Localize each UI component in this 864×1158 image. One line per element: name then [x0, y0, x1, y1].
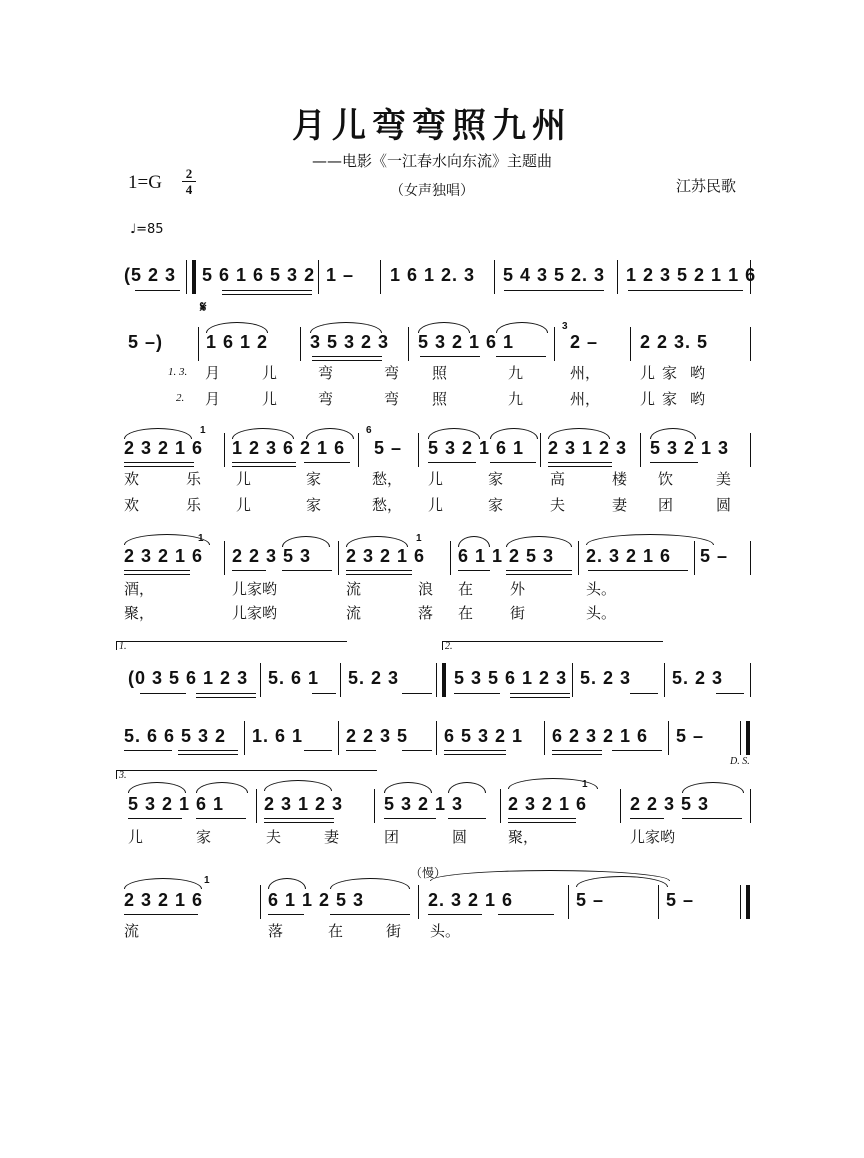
measure: 5 – — [374, 438, 403, 458]
lyric: 弯 — [318, 364, 334, 382]
lyric: 街 — [510, 604, 526, 622]
lyric: 家 — [662, 364, 678, 382]
measure: 5 3 5 6 1 2 3 — [454, 668, 568, 688]
lyric: 照 — [432, 390, 448, 408]
lyric: 家 — [306, 470, 322, 488]
lyric: 聚， — [124, 604, 155, 622]
measure: 1 6 1 2 — [206, 332, 269, 352]
barline — [750, 433, 751, 467]
measure: 3 5 3 2 3 — [310, 332, 390, 352]
measure: 5 6 1 6 5 3 2 — [202, 265, 316, 285]
measure: 2 2 3 5 3 — [630, 794, 710, 814]
lyric: 流 — [346, 604, 362, 622]
barline — [544, 721, 545, 755]
lyric: 美 — [716, 470, 732, 488]
lyric: 照 — [432, 364, 448, 382]
measure: 5. 2 3 — [672, 668, 724, 688]
barline — [318, 260, 319, 294]
barline — [554, 327, 555, 361]
barline — [338, 721, 339, 755]
lyric: 落 — [268, 922, 284, 940]
lyric: 聚， — [508, 828, 539, 846]
tempo-marking: ♩=85 — [130, 222, 164, 237]
barline — [260, 663, 261, 697]
song-title: 月儿弯弯照九州 — [292, 106, 572, 146]
barline — [750, 260, 751, 294]
lyric: 哟 — [690, 364, 706, 382]
barline — [640, 433, 641, 467]
barline — [224, 433, 225, 467]
barline — [418, 433, 419, 467]
song-subtitle: ——电影《一江春水向东流》主题曲 — [311, 152, 552, 170]
measure: 5 3 2 1 6 1 — [128, 794, 225, 814]
barline — [617, 260, 618, 294]
measure: (5 2 3 — [124, 265, 177, 285]
lyric: 流 — [346, 580, 362, 598]
lyric: 儿 — [236, 496, 252, 514]
barline — [340, 663, 341, 697]
lyric: 流 — [124, 922, 140, 940]
time-signature — [182, 167, 196, 196]
measure: 1 2 3 5 2 1 1 6 — [626, 265, 757, 285]
lyric: 街 — [386, 922, 402, 940]
barline — [694, 541, 695, 575]
barline — [436, 721, 437, 755]
measure: 1 2 3 6 2 1 6 — [232, 438, 346, 458]
lyric: 儿 — [262, 364, 278, 382]
lyric: 欢 — [124, 496, 140, 514]
measure: 2 3 1 2 3 — [264, 794, 344, 814]
measure: 2. 3 2 1 6 — [428, 890, 514, 910]
time-top: 2 — [185, 166, 193, 181]
lyric: 浪 — [418, 580, 434, 598]
measure: 1. 6 1 — [252, 726, 304, 746]
lyric: 落 — [418, 604, 434, 622]
verse-number: 1. 3. — [168, 366, 188, 378]
lyric: 儿 — [428, 470, 444, 488]
lyric: 儿家哟 — [232, 604, 278, 622]
barline — [664, 663, 665, 697]
measure: 5. 2 3 — [348, 668, 400, 688]
lyric: 哟 — [690, 390, 706, 408]
barline — [658, 885, 659, 919]
lyric: 儿 — [640, 364, 656, 382]
lyric: 月 — [205, 390, 221, 408]
lyric: 饮 — [658, 470, 674, 488]
lyric: 家 — [196, 828, 212, 846]
lyric: 弯 — [384, 364, 400, 382]
score-row-3 — [0, 424, 864, 544]
lyric: 九 — [508, 390, 524, 408]
barline — [418, 885, 419, 919]
measure: 5. 6 1 — [268, 668, 320, 688]
lyric: 乐 — [186, 470, 202, 488]
measure: 6 2 3 2 1 6 — [552, 726, 649, 746]
lyric: 儿 — [428, 496, 444, 514]
measure: 2. 3 2 1 6 — [586, 546, 672, 566]
lyric: 儿 — [236, 470, 252, 488]
lyric: 妻 — [612, 496, 628, 514]
lyric: 高 — [550, 470, 566, 488]
lyric: 家 — [488, 496, 504, 514]
barline — [750, 541, 751, 575]
lyric: 头。 — [430, 922, 461, 940]
measure: (0 3 5 6 1 2 3 — [128, 668, 249, 688]
lyric: 儿家哟 — [232, 580, 278, 598]
lyric: 家 — [306, 496, 322, 514]
measure: 5 3 2 1 3 — [384, 794, 464, 814]
volta-1: 1. — [116, 641, 347, 650]
measure: 5 –) — [128, 332, 164, 352]
lyric: 在 — [458, 580, 474, 598]
lyric: 夫 — [266, 828, 282, 846]
lyric: 儿 — [262, 390, 278, 408]
measure: 5 – — [700, 546, 729, 566]
lyric: 圆 — [452, 828, 468, 846]
repeat-end-barline — [436, 663, 446, 697]
barline — [620, 789, 621, 823]
lyric: 弯 — [318, 390, 334, 408]
barline — [374, 789, 375, 823]
lyric: 儿家哟 — [630, 828, 676, 846]
lyric: 州， — [570, 364, 601, 382]
measure: 2 2 3 5 3 — [232, 546, 312, 566]
barline — [500, 789, 501, 823]
measure: 5 3 2 1 6 1 — [418, 332, 515, 352]
barline — [408, 327, 409, 361]
lyric: 家 — [488, 470, 504, 488]
measure: 2 3 1 2 3 — [548, 438, 628, 458]
measure: 2 3 2 1 6 — [124, 546, 204, 566]
grace-note: 3 — [562, 321, 568, 332]
barline — [630, 327, 631, 361]
measure: 2 3 2 1 6 — [346, 546, 426, 566]
lyric: 酒， — [124, 580, 155, 598]
lyric: 在 — [458, 604, 474, 622]
score-row-2 — [0, 298, 864, 438]
measure: 5 – — [676, 726, 705, 746]
barline — [300, 327, 301, 361]
measure: 5. 2 3 — [580, 668, 632, 688]
barline — [540, 433, 541, 467]
score-row-8 — [0, 862, 864, 982]
ds-marking: D. S. — [730, 756, 750, 767]
lyric: 月 — [205, 364, 221, 382]
measure: 5 4 3 5 2. 3 — [503, 265, 606, 285]
grace-note: 1 — [416, 533, 422, 544]
tempo-slow: （慢） — [410, 866, 447, 880]
measure: 1 6 1 2. 3 — [390, 265, 476, 285]
performance-note: （女声独唱） — [390, 183, 474, 199]
measure: 5 – — [576, 890, 605, 910]
measure: 6 5 3 2 1 — [444, 726, 524, 746]
barline — [578, 541, 579, 575]
grace-note: 1 — [582, 779, 588, 790]
lyric: 头。 — [586, 604, 617, 622]
lyric: 圆 — [716, 496, 732, 514]
barline — [568, 885, 569, 919]
barline — [380, 260, 381, 294]
barline — [750, 789, 751, 823]
lyric: 家 — [662, 390, 678, 408]
barline — [494, 260, 495, 294]
barline — [338, 541, 339, 575]
lyric: 团 — [658, 496, 674, 514]
grace-note: 1 — [200, 425, 206, 436]
barline — [358, 433, 359, 467]
lyric: 团 — [384, 828, 400, 846]
measure: 2 3 2 1 6 — [508, 794, 588, 814]
repeat-start-barline — [186, 260, 196, 294]
volta-2: 2. — [442, 641, 663, 650]
measure: 5. 6 6 5 3 2 — [124, 726, 227, 746]
measure: 2 3 2 1 6 — [124, 438, 204, 458]
barline — [572, 663, 573, 697]
barline — [750, 327, 751, 361]
measure: 5 3 2 1 6 1 — [428, 438, 525, 458]
volta-3: 3. — [116, 770, 377, 779]
lyric: 愁， — [372, 470, 403, 488]
measure: 2 2 3. 5 — [640, 332, 709, 352]
lyric: 楼 — [612, 470, 628, 488]
measure: 6 1 1 2 5 3 — [268, 890, 365, 910]
measure: 2 2 3 5 — [346, 726, 409, 746]
measure: 6 1 1 2 5 3 — [458, 546, 555, 566]
measure: 2 3 2 1 6 — [124, 890, 204, 910]
final-barline — [740, 885, 750, 919]
barline — [450, 541, 451, 575]
key-signature: 1=G — [128, 172, 162, 193]
lyric: 在 — [328, 922, 344, 940]
lyric: 九 — [508, 364, 524, 382]
lyric: 州， — [570, 390, 601, 408]
grace-note: 1 — [198, 533, 204, 544]
lyric: 欢 — [124, 470, 140, 488]
barline — [260, 885, 261, 919]
measure: 5 3 2 1 3 — [650, 438, 730, 458]
verse-number: 2. — [176, 392, 185, 404]
grace-note: 1 — [204, 875, 210, 886]
time-bottom: 4 — [185, 182, 193, 197]
final-barline — [740, 721, 750, 755]
barline — [244, 721, 245, 755]
measure: 5 – — [666, 890, 695, 910]
barline — [224, 541, 225, 575]
barline — [668, 721, 669, 755]
barline — [198, 327, 199, 361]
lyric: 儿 — [128, 828, 144, 846]
segno-sign: 𝄋 — [200, 298, 207, 316]
barline — [256, 789, 257, 823]
lyric: 夫 — [550, 496, 566, 514]
measure: 1 – — [326, 265, 355, 285]
grace-note: 6 — [366, 425, 372, 436]
lyric: 外 — [510, 580, 526, 598]
lyric: 愁， — [372, 496, 403, 514]
measure: 2 – — [570, 332, 599, 352]
barline — [750, 663, 751, 697]
lyric: 妻 — [324, 828, 340, 846]
lyric: 弯 — [384, 390, 400, 408]
composer: 江苏民歌 — [676, 177, 737, 195]
lyric: 头。 — [586, 580, 617, 598]
lyric: 乐 — [186, 496, 202, 514]
lyric: 儿 — [640, 390, 656, 408]
